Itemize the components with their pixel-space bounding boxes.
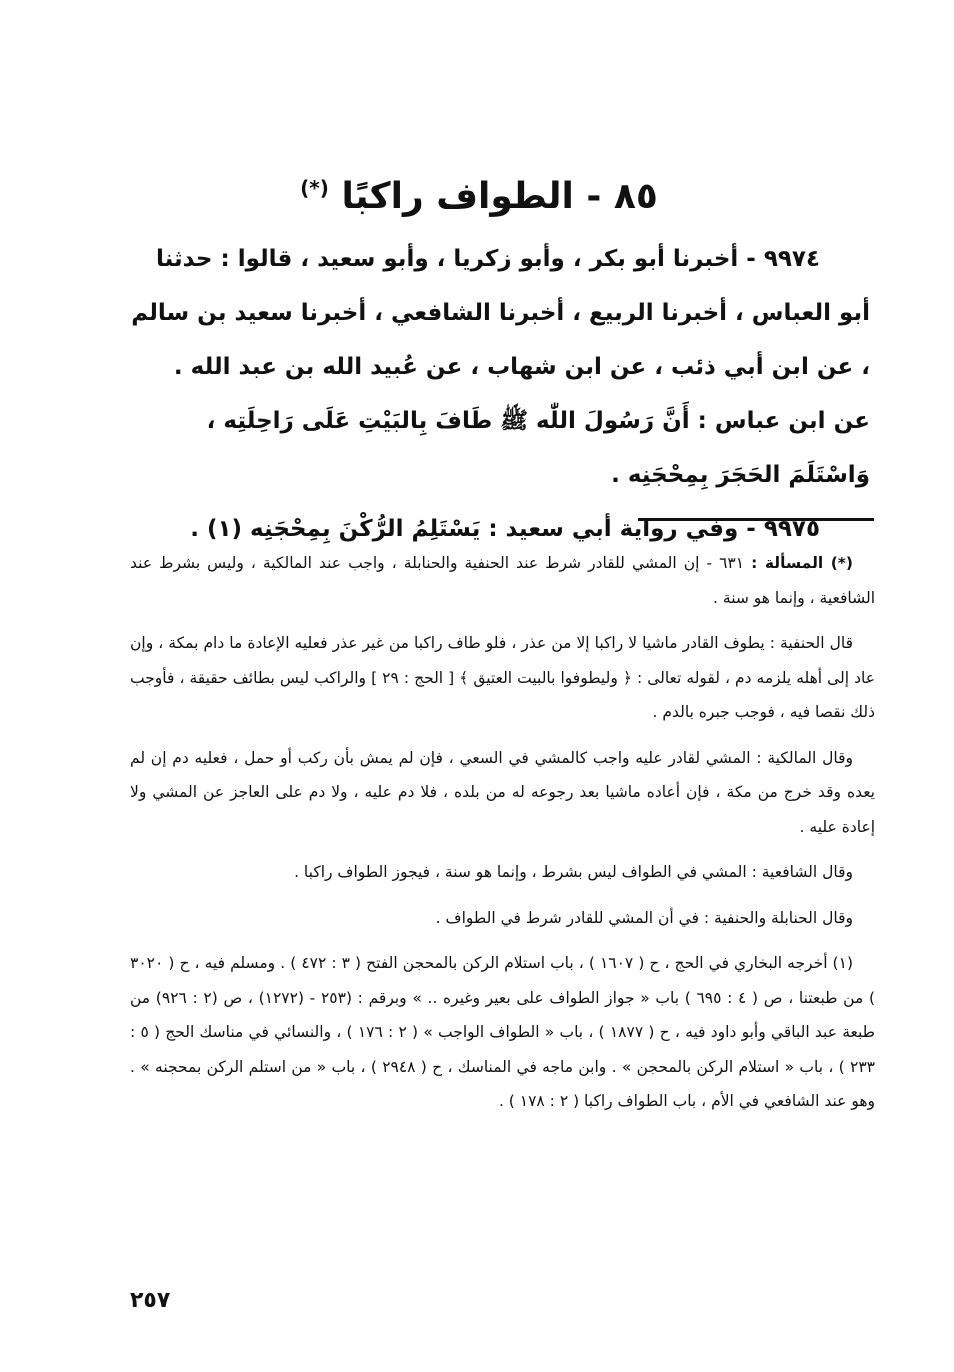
source-note-1: (١) أخرجه البخاري في الحج ، ح ( ١٦٠٧ ) ، باب استلام الركن بالمحجن الفتح ( ٣ : ٤٧٢ ) . ومسلم فيه ، ح ( ٣٠٢٠ ) من طبعتنا ، ص ( ٤ : ٦٩٥ ) باب « جواز الطواف على بعير وغيره .. » وبرقم : (٢٥٣ - (١٢٧٢) ، ص (٢ : ٩٢٦) من طبعة عبد الباقي وأبو داود فيه ، ح ( ١٨٧٧ ) ، باب « الطواف الواجب » ( ٢ : ١٧٦ ) ، والنسائي في مناسك الحج ( ٥ : ٢٣٣ ) ، باب « استلام الركن بالمحجن » . وابن ماجه في المناسك ، ح ( ٢٩٤٨ ) ، باب « من استلم الركن بمحجنه » . وهو عند الشافعي في الأم ، باب الطواف راكبا ( ٢ : ١٧٨ ) .	[130, 954, 876, 1110]
masala-label: (*) المسألة :	[751, 554, 853, 572]
chapter-title-text: ٨٥ - الطواف راكبًا	[341, 176, 658, 217]
chapter-title-footnote-mark: (*)	[300, 176, 329, 200]
page-number: ٢٥٧	[130, 1288, 171, 1313]
hanafi-note: قال الحنفية : يطوف القادر ماشيا لا راكبا إلا من عذر ، فلو طاف راكبا من غير عذر فعليه الإعادة ما دام بمكة ، وإن عاد إلى أهله يلزمه دم ، لقوله تعالى : ﴿ وليطوفوا بالبيت العتيق ﴾ [ الحج : ٢٩ ] والراكب ليس بطائف حقيقة ، فأوجب ذلك نقصا فيه ، فوجب جبره بالدم .	[130, 634, 875, 721]
shafii-note: وقال الشافعية : المشي في الطواف ليس بشرط ، وإنما هو سنة ، فيجوز الطواف راكبا .	[294, 863, 853, 881]
footnote-separator	[638, 518, 874, 521]
masala-text: ٦٣١ - إن المشي للقادر شرط عند الحنفية والحنابلة ، واجب عند المالكية ، وليس بشرط عند الشافعية ، وإنما هو سنة .	[130, 554, 875, 607]
hadith-text	[130, 232, 870, 556]
maliki-note: وقال المالكية : المشي لقادر عليه واجب كالمشي في السعي ، فإن لم يمش بأن ركب أو حمل ، فعليه دم إن لم يعده وقد خرج من مكة ، فإن أعاده ماشيا بعد رجوعه له من بلده ، فلا دم عليه ، ولا دم على العاجز عن المشي ولا إعادة عليه .	[130, 748, 875, 836]
footnotes	[130, 546, 875, 1119]
hanbali-note: وقال الحنابلة والحنفية : في أن المشي للقادر شرط في الطواف .	[435, 908, 853, 927]
masala-note	[130, 546, 875, 615]
hadith-9975: ٩٩٧٥ - وفي رواية أبي سعيد : يَسْتَلِمُ الرُّكْنَ بِمِحْجَنِه (١) .	[190, 516, 820, 542]
hadith-9974: ٩٩٧٤ - أخبرنا أبو بكر ، وأبو زكريا ، وأبو سعيد ، قالوا : حدثنا أبو العباس ، أخبرنا الربيع ، أخبرنا الشافعي ، أخبرنا سعيد بن سالم ، عن ابن أبي ذئب ، عن ابن شهاب ، عن عُبيد الله بن عبد الله . عن ابن عباس : أَنَّ رَسُولَ اللّٰه ﷺ طَافَ بِالبَيْتِ عَلَى رَاحِلَتِه ، وَاسْتَلَمَ الحَجَرَ بِمِحْجَنِه .	[131, 246, 870, 488]
chapter-title	[0, 160, 954, 225]
